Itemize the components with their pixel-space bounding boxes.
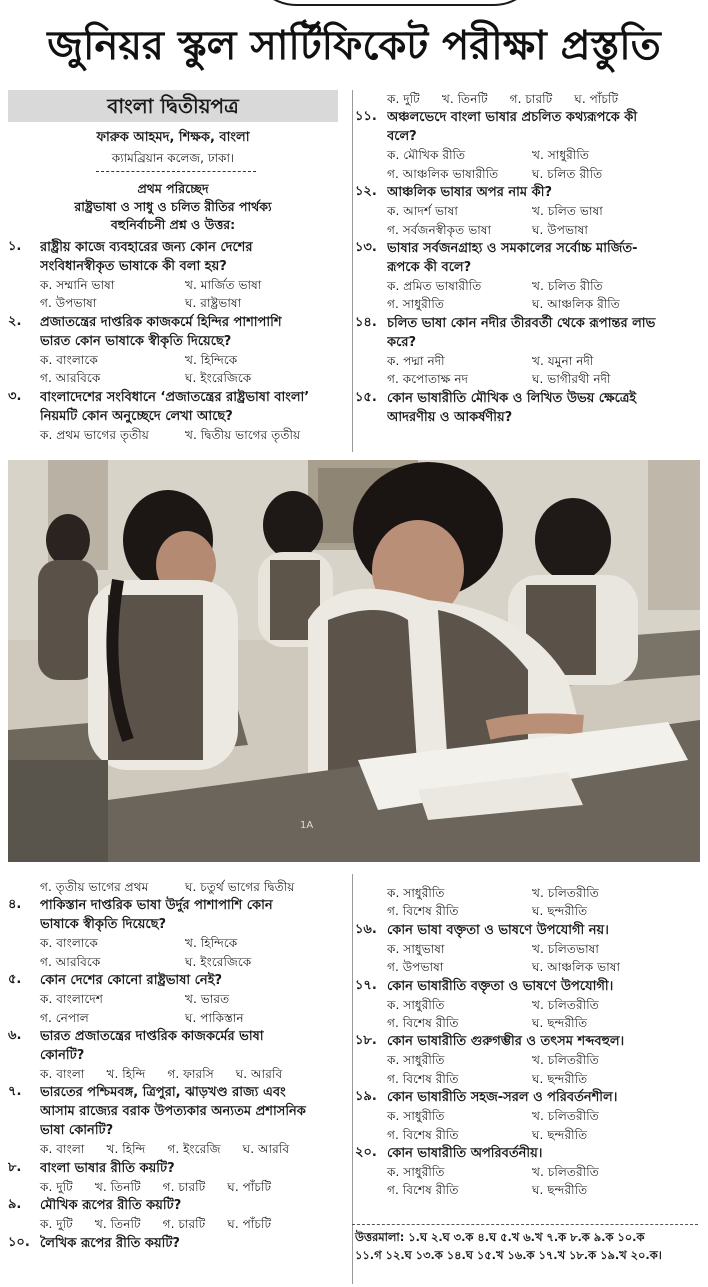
option-row — [355, 996, 700, 1014]
option-row — [355, 1070, 700, 1088]
question-line: আঞ্চলিক ভাষার অপর নাম কী? — [387, 185, 553, 201]
answer-option: ক. সাধুরীতি — [387, 1053, 445, 1068]
question-line: ভারত প্রজাতন্ত্রের দাপ্তরিক কাজকর্মের ভাষা — [40, 1029, 264, 1045]
question-line: আদরণীয় ও আকর্ষণীয়? — [387, 409, 513, 425]
chapter-subtitle: রাষ্ট্রভাষা ও সাধু ও চলিত রীতির পার্থক্য — [74, 199, 272, 214]
question-q2 — [8, 313, 348, 388]
answer-option: খ. তিনটি — [94, 1179, 141, 1194]
question-number: ৮. — [8, 1159, 22, 1175]
answer-option: গ. কপোতাক্ষ নদ — [387, 372, 469, 387]
question-number: ৯. — [8, 1197, 22, 1213]
question-line: বাংলাদেশের সংবিধানে ‘প্রজাতন্ত্রের রাষ্ট্রভাষা বাংলা’ — [40, 389, 310, 405]
option-row — [355, 370, 700, 388]
question-line: কোন ভাষারীতি মৌখিক ও লিখিত উভয় ক্ষেত্রেই — [387, 390, 637, 406]
answer-option: ক. সাধুরীতি — [387, 997, 445, 1012]
answer-option: ঘ. রাষ্ট্রভাষা — [185, 296, 242, 311]
question-text — [40, 388, 348, 426]
option-row — [355, 1014, 700, 1032]
option-row — [8, 276, 348, 294]
answer-option: ঘ. আরবি — [242, 1142, 290, 1157]
question-text-row — [355, 389, 700, 427]
answer-option: খ. চলিতরীতি — [532, 997, 599, 1012]
answer-option: ক. বাংলা — [40, 1142, 85, 1157]
question-line: অঞ্চলভেদে বাংলা ভাষার প্রচলিত কথ্যরূপকে কী — [387, 110, 638, 126]
option-row — [355, 1051, 700, 1069]
question-text-row — [355, 183, 700, 202]
right-top-column — [355, 90, 700, 427]
answer-option: গ. চারটি — [162, 1217, 206, 1232]
answer-option: ক. দুটি — [387, 92, 420, 106]
question-number: ২. — [8, 313, 22, 329]
question-q10 — [8, 1234, 348, 1253]
option-row — [8, 294, 348, 312]
question-q20 — [355, 1144, 700, 1200]
question-text-row — [8, 896, 348, 934]
question-q1 — [8, 238, 348, 313]
answer-option: ক. বাংলাদেশ — [40, 992, 103, 1007]
left-top-column — [8, 238, 348, 444]
question-line: ভারতের পশ্চিমবঙ্গ, ত্রিপুরা, ঝাড়খণ্ড রাজ্য এবং — [40, 1085, 286, 1101]
answer-option: খ. দ্বিতীয় ভাগের তৃতীয় — [185, 427, 301, 442]
question-text-row — [8, 1159, 348, 1178]
option-row — [8, 426, 348, 444]
question-q7 — [8, 1083, 348, 1158]
option-row — [355, 958, 700, 976]
answer-option: গ. বিশেষ রীতি — [387, 1071, 459, 1086]
answer-option: গ. আরবিকে — [40, 371, 101, 386]
answer-option: ক. বাংলাকে — [40, 936, 98, 951]
question-line: কোন ভাষারীতি বক্তৃতা ও ভাষণে উপযোগী। — [387, 978, 614, 994]
question-number: ১৪. — [355, 314, 377, 330]
option-row — [355, 221, 700, 239]
answer-option: ক. দুটি — [40, 1217, 73, 1232]
answer-option: খ. মার্জিত ভাষা — [185, 278, 262, 292]
question-text — [387, 183, 700, 202]
question-text-row — [355, 108, 700, 146]
answer-option: ক. বাংলা — [40, 1067, 85, 1082]
answer-option: গ. তৃতীয় ভাগের প্রথম — [40, 880, 149, 894]
question-line: ভাষার সর্বজনগ্রাহ্য ও সমকালের সর্বোচ্চ মার্জিত- — [387, 241, 638, 257]
answer-option: গ. আরবিকে — [40, 954, 101, 969]
question-number: ১২. — [355, 184, 377, 200]
question-text — [40, 1196, 348, 1215]
dotted-divider — [96, 171, 256, 172]
question-text-row — [8, 238, 348, 276]
question-text — [387, 1032, 700, 1051]
question-line: কোন ভাষারীতি গুরুগম্ভীর ও তৎসম শব্দবহুল। — [387, 1034, 625, 1050]
question-q3 — [8, 388, 348, 444]
question-text — [40, 1159, 348, 1178]
answer-option: গ. বিশেষ রীতি — [387, 1183, 459, 1198]
option-row — [355, 352, 700, 370]
option-row — [8, 351, 348, 369]
question-line: কোন ভাষারীতি অপরিবর্তনীয়। — [387, 1146, 543, 1162]
answer-option: খ. চলিত ভাষা — [532, 204, 603, 219]
option-row — [355, 902, 700, 920]
question-text — [387, 1088, 700, 1107]
question-number: ১০. — [8, 1234, 30, 1250]
question-text — [40, 313, 348, 351]
mcq-heading: বহুনির্বাচনী প্রশ্ন ও উত্তর: — [110, 217, 236, 232]
option-row — [355, 1107, 700, 1125]
option-row — [355, 1126, 700, 1144]
question-text — [40, 896, 348, 934]
question-q17 — [355, 977, 700, 1033]
answer-option: গ. উপভাষা — [40, 296, 97, 311]
college-line: ক্যামব্রিয়ান কলেজ, ঢাকা। — [111, 151, 235, 165]
answer-key — [355, 1228, 695, 1264]
answer-option: ক. সাধুরীতি — [387, 1109, 445, 1124]
question-text — [387, 314, 700, 352]
answer-option: গ. নেপাল — [40, 1010, 89, 1025]
option-row — [355, 202, 700, 220]
answer-option: ক. প্রথম ভাগের তৃতীয় — [40, 427, 149, 442]
question-number: ৫. — [8, 972, 22, 988]
answer-option: ঘ. পাকিস্তান — [185, 1010, 244, 1025]
question-number: ৭. — [8, 1084, 22, 1100]
answer-key-line-1: উত্তরমালা: ১.ঘ ২.ঘ ৩.ক ৪.ঘ ৫.খ ৬.খ ৭.ক ৮.ক ৯.ক ১০.ক — [355, 1230, 645, 1244]
answer-option: ঘ. চলিত রীতি — [532, 166, 603, 181]
answer-option: খ. হিন্দিকে — [185, 936, 238, 951]
answer-option: গ. বিশেষ রীতি — [387, 1016, 459, 1031]
question-line: ভাষা কোনটি? — [40, 1123, 114, 1139]
question-text — [387, 921, 700, 940]
question-text-row — [8, 1083, 348, 1140]
option-row — [355, 1181, 700, 1199]
question-q5 — [8, 971, 348, 1027]
question-text-row — [8, 1196, 348, 1215]
question-line: কোন ভাষারীতি সহজ-সরল ও পরিবর্তনশীল। — [387, 1090, 618, 1106]
section-title: বাংলা দ্বিতীয়পত্র — [8, 90, 338, 122]
question-text — [387, 108, 700, 146]
column-divider-bottom — [352, 874, 353, 1284]
chapter-title: প্রথম পরিচ্ছেদ — [137, 181, 209, 196]
question-line: বলে? — [387, 129, 417, 145]
answer-option: ঘ. পাঁচটি — [227, 1179, 272, 1194]
question-q8 — [8, 1159, 348, 1196]
answer-option: ঘ. ছন্দরীতি — [532, 1183, 588, 1198]
answer-option: গ. বিশেষ রীতি — [387, 1127, 459, 1142]
option-row — [355, 884, 700, 902]
answer-option: ক. পদ্মা নদী — [387, 353, 445, 368]
option-row — [355, 295, 700, 313]
answer-option: ঘ. ছন্দরীতি — [532, 1071, 588, 1086]
question-text-row — [8, 1234, 348, 1253]
answer-option: খ. সাধুরীতি — [532, 148, 589, 163]
answer-option: গ. চারটি — [509, 92, 553, 106]
question-q18 — [355, 1032, 700, 1088]
question-q15 — [355, 389, 700, 427]
question-text-row — [355, 921, 700, 940]
question-line: চলিত ভাষা কোন নদীর তীরবর্তী থেকে রূপান্তর লাভ — [387, 315, 656, 331]
option-row — [355, 277, 700, 295]
right-bottom-column — [355, 884, 700, 1200]
question-line: সংবিধানস্বীকৃত ভাষাকে কী বলা হয়? — [40, 259, 227, 274]
answer-option: ঘ. ইংরেজিকে — [185, 371, 252, 386]
option-row — [8, 369, 348, 387]
question-line: আসাম রাজ্যের বরাক উপত্যকার অন্যতম প্রশাসনিক — [40, 1104, 306, 1120]
answer-option: ঘ. ইংরেজিকে — [185, 954, 252, 969]
question-text-row — [355, 1032, 700, 1051]
page-headline: জুনিয়র স্কুল সার্টিফিকেট পরীক্ষা প্রস্তুতি — [47, 23, 661, 69]
answer-option: ঘ. পাঁচটি — [227, 1217, 272, 1232]
question-line: কোন দেশের কোনো রাষ্ট্রভাষা নেই? — [40, 973, 222, 989]
question-number: ১১. — [355, 109, 377, 125]
answer-option: খ. হিন্দি — [106, 1067, 146, 1082]
answer-option: ক. মৌখিক রীতি — [387, 148, 466, 163]
question-text-row — [8, 388, 348, 426]
question-text — [40, 1027, 348, 1065]
question-line: করে? — [387, 334, 417, 350]
question-line: ভারত কোন ভাষাকে স্বীকৃতি দিয়েছে? — [40, 333, 232, 349]
question-text-row — [355, 1088, 700, 1107]
question-text-row — [355, 314, 700, 352]
question-q6 — [8, 1027, 348, 1083]
question-q14 — [355, 314, 700, 389]
answer-option: ঘ. ছন্দরীতি — [532, 1016, 588, 1031]
question-number: ১৭. — [355, 977, 377, 993]
option-row — [8, 934, 348, 952]
answer-option: খ. তিনটি — [94, 1217, 141, 1232]
question-number: ১. — [8, 239, 22, 254]
column-divider-top — [352, 90, 353, 452]
question-q11 — [355, 108, 700, 183]
question-number: ১৩. — [355, 240, 377, 256]
answer-option: গ. ফারসি — [167, 1067, 214, 1082]
answer-option: ঘ. আঞ্চলিক ভাষা — [532, 960, 620, 975]
option-row — [8, 1009, 348, 1027]
answer-option: ঘ. ছন্দরীতি — [532, 1127, 588, 1142]
question-number: ১৬. — [355, 921, 377, 937]
answer-option: ক. বাংলাকে — [40, 352, 98, 367]
question-number: ১৮. — [355, 1033, 377, 1049]
answer-option: ঘ. চতুর্থ ভাগের দ্বিতীয় — [185, 880, 295, 894]
question-line: লৈখিক রূপের রীতি কয়টি? — [40, 1235, 180, 1251]
question-text-row — [355, 977, 700, 996]
answer-option: খ. চলিতরীতি — [532, 1053, 599, 1068]
answer-option: খ. হিন্দিকে — [185, 352, 238, 367]
answer-option: খ. চলিতরীতি — [532, 1109, 599, 1124]
option-row — [8, 1065, 348, 1083]
question-text — [387, 977, 700, 996]
question-q9 — [8, 1196, 348, 1233]
question-text — [40, 1083, 348, 1140]
option-row — [8, 1140, 348, 1158]
answer-option: খ. চলিতরীতি — [532, 1165, 599, 1180]
question-text-row — [8, 1027, 348, 1065]
answer-option: ঘ. আরবি — [235, 1067, 283, 1082]
masthead-ornament — [250, 0, 540, 6]
option-row — [355, 1163, 700, 1181]
option-row — [8, 1215, 348, 1233]
question-text — [40, 238, 348, 276]
option-row — [8, 990, 348, 1008]
answer-option: গ. উপভাষা — [387, 960, 444, 975]
answer-option: ক. দুটি — [40, 1179, 73, 1194]
answer-option: ঘ. উপভাষা — [532, 222, 588, 237]
answer-option: ক. সম্মানি ভাষা — [40, 278, 115, 292]
question-line: মৌখিক রূপের রীতি কয়টি? — [40, 1198, 182, 1214]
question-number: ৬. — [8, 1028, 22, 1044]
author-line: ফারুক আহমদ, শিক্ষক, বাংলা — [96, 130, 250, 145]
question-line: পাকিস্তান দাপ্তরিক ভাষা উর্দুর পাশাপাশি কোন — [40, 898, 273, 914]
question-text-row — [8, 971, 348, 990]
question-q19 — [355, 1088, 700, 1144]
question-q12 — [355, 183, 700, 239]
question-q16 — [355, 921, 700, 977]
chapter-block — [8, 180, 338, 234]
question-text — [387, 239, 700, 277]
answer-option: খ. হিন্দি — [106, 1142, 146, 1157]
question-line: নিয়মটি কোন অনুচ্ছেদে লেখা আছে? — [40, 408, 233, 424]
answer-option: ঘ. পাঁচটি — [574, 92, 619, 106]
question-text — [40, 1234, 348, 1253]
question-number: ২০. — [355, 1145, 377, 1161]
answer-option: ক. আদর্শ ভাষা — [387, 204, 458, 219]
question-number: ১৯. — [355, 1089, 377, 1105]
option-row — [355, 940, 700, 958]
answer-key-line-2: ১১.গ ১২.ঘ ১৩.ক ১৪.ঘ ১৫.খ ১৬.ক ১৭.খ ১৮.ক ১৯.খ ২০.ক। — [355, 1248, 662, 1262]
answer-option: খ. চলিত রীতি — [532, 279, 603, 294]
option-row — [355, 90, 700, 108]
option-row — [8, 878, 348, 896]
question-number: ১৫. — [355, 389, 377, 405]
option-row — [355, 165, 700, 183]
question-text — [387, 389, 700, 427]
question-line: ভাষাকে স্বীকৃতি দিয়েছে? — [40, 917, 167, 933]
answer-option: গ. সর্বজনস্বীকৃত ভাষা — [387, 222, 492, 237]
answer-option: খ. তিনটি — [441, 92, 488, 106]
photo-illustration — [8, 460, 700, 862]
question-text-row — [8, 313, 348, 351]
question-line: কোনটি? — [40, 1048, 85, 1064]
question-number: ৪. — [8, 897, 22, 913]
answer-option: ক. সাধুরীতি — [387, 1165, 445, 1180]
option-row — [8, 953, 348, 971]
desk-label: 1A — [300, 820, 314, 831]
answer-option: ঘ. আঞ্চলিক রীতি — [532, 297, 620, 312]
answer-option: খ. যমুনা নদী — [532, 353, 594, 368]
question-line: বাংলা ভাষার রীতি কয়টি? — [40, 1160, 175, 1176]
answer-option: ক. প্রমিত ভাষারীতি — [387, 279, 482, 294]
question-text — [40, 971, 348, 990]
question-text-row — [355, 239, 700, 277]
question-q4 — [8, 896, 348, 971]
answer-option: গ. বিশেষ রীতি — [387, 904, 459, 919]
answers-rule — [352, 1224, 698, 1225]
answer-option: ক. সাধুভাষা — [387, 941, 445, 956]
left-bottom-column — [8, 878, 348, 1253]
question-text-row — [355, 1144, 700, 1163]
option-row — [355, 146, 700, 164]
option-row — [8, 1178, 348, 1196]
answer-option: খ. ভারত — [185, 992, 230, 1007]
question-text — [387, 1144, 700, 1163]
answer-option: গ. ইংরেজি — [167, 1142, 221, 1157]
question-line: প্রজাতন্ত্রের দাপ্তরিক কাজকর্মে হিন্দির পাশাপাশি — [40, 314, 282, 330]
question-line: কোন ভাষা বক্তৃতা ও ভাষণে উপযোগী নয়। — [387, 922, 609, 938]
question-number: ৩. — [8, 388, 22, 404]
answer-option: ক. সাধুরীতি — [387, 886, 445, 900]
answer-option: ঘ. ছন্দরীতি — [532, 904, 588, 919]
answer-option: খ. চলিতভাষা — [532, 941, 599, 956]
answer-option: ঘ. ভাগীরথী নদী — [532, 372, 611, 387]
answer-option: গ. সাধুরীতি — [387, 297, 444, 312]
answer-option: গ. চারটি — [162, 1179, 206, 1194]
question-line: রূপকে কী বলে? — [387, 260, 472, 276]
answer-option: খ. চলিতরীতি — [532, 886, 599, 900]
answer-option: গ. আঞ্চলিক ভাষারীতি — [387, 166, 499, 181]
question-q13 — [355, 239, 700, 314]
exam-hall-photo — [8, 460, 700, 862]
question-line: রাষ্ট্রীয় কাজে ব্যবহারের জন্য কোন দেশের — [40, 240, 253, 255]
